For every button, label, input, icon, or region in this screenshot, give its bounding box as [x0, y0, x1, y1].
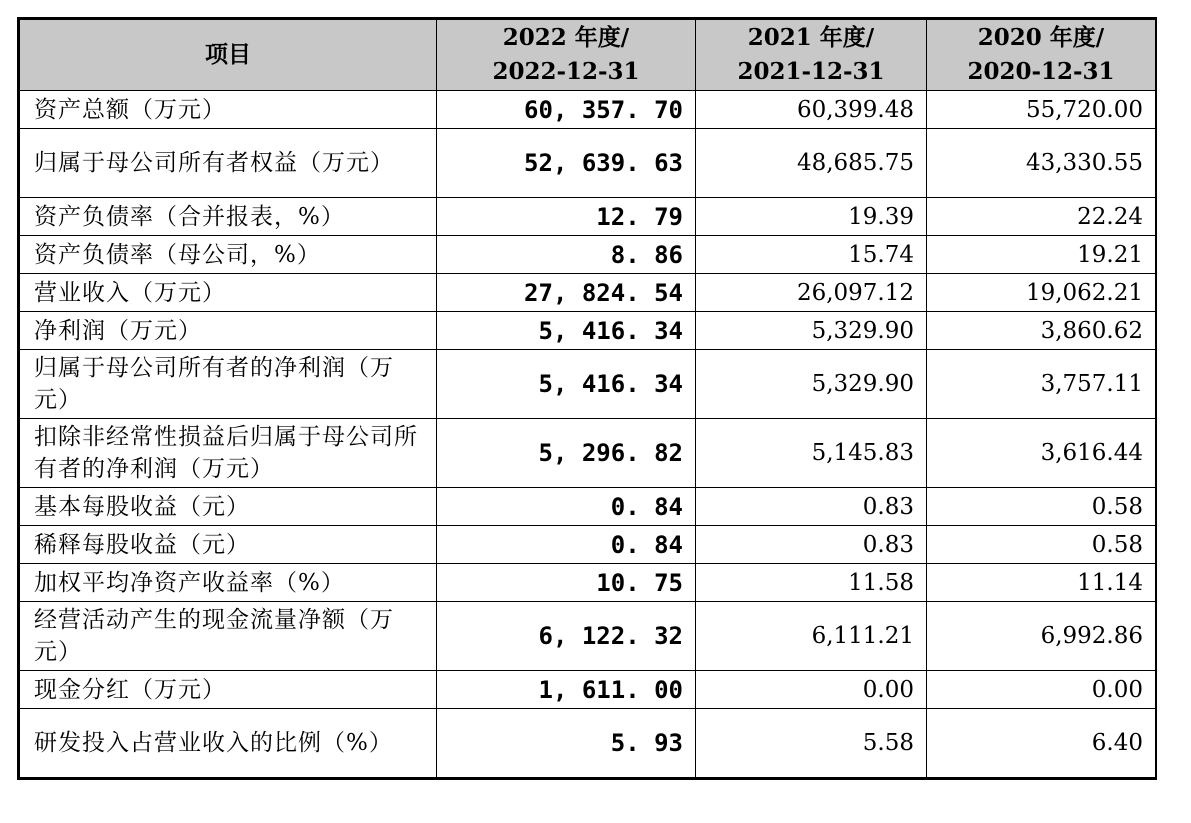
row-label: 研发投入占营业收入的比例（%）	[20, 709, 437, 778]
value-2022: 12. 79	[437, 198, 696, 236]
header-2022	[437, 20, 696, 91]
value-2022: 60, 357. 70	[437, 91, 696, 129]
header-item: 项目	[20, 20, 437, 91]
value-2022: 0. 84	[437, 526, 696, 564]
value-2021: 5,329.90	[696, 350, 927, 419]
table-row	[20, 312, 1156, 350]
row-label: 资产负债率（合并报表，%）	[20, 198, 437, 236]
table-row	[20, 91, 1156, 129]
row-label: 经营活动产生的现金流量净额（万元）	[20, 602, 437, 671]
table-row	[20, 564, 1156, 602]
header-2022-date: 2022-12-31	[492, 58, 640, 85]
value-2021: 26,097.12	[696, 274, 927, 312]
row-label: 营业收入（万元）	[20, 274, 437, 312]
value-2020: 22.24	[927, 198, 1156, 236]
value-2022: 52, 639. 63	[437, 129, 696, 198]
value-2021: 5,145.83	[696, 419, 927, 488]
value-2021: 0.83	[696, 488, 927, 526]
value-2020: 19,062.21	[927, 274, 1156, 312]
value-2022: 27, 824. 54	[437, 274, 696, 312]
value-2020: 43,330.55	[927, 129, 1156, 198]
table-header-row	[20, 20, 1156, 91]
table-row	[20, 198, 1156, 236]
header-2021-date: 2021-12-31	[737, 58, 885, 85]
value-2022: 5. 93	[437, 709, 696, 778]
table-row	[20, 526, 1156, 564]
value-2020: 55,720.00	[927, 91, 1156, 129]
value-2020: 0.58	[927, 526, 1156, 564]
value-2021: 0.83	[696, 526, 927, 564]
table-row	[20, 419, 1156, 488]
row-label: 稀释每股收益（元）	[20, 526, 437, 564]
row-label: 现金分红（万元）	[20, 671, 437, 709]
table-row	[20, 709, 1156, 778]
value-2021: 11.58	[696, 564, 927, 602]
value-2022: 5, 416. 34	[437, 312, 696, 350]
value-2022: 6, 122. 32	[437, 602, 696, 671]
value-2020: 6,992.86	[927, 602, 1156, 671]
value-2020: 0.00	[927, 671, 1156, 709]
row-label: 资产负债率（母公司，%）	[20, 236, 437, 274]
header-2020	[927, 20, 1156, 91]
value-2021: 19.39	[696, 198, 927, 236]
value-2020: 3,757.11	[927, 350, 1156, 419]
table-row	[20, 350, 1156, 419]
value-2022: 5, 296. 82	[437, 419, 696, 488]
value-2021: 48,685.75	[696, 129, 927, 198]
value-2022: 5, 416. 34	[437, 350, 696, 419]
value-2021: 0.00	[696, 671, 927, 709]
value-2020: 0.58	[927, 488, 1156, 526]
table-row	[20, 488, 1156, 526]
header-2020-year: 2020 年度/	[977, 24, 1105, 51]
value-2022: 10. 75	[437, 564, 696, 602]
row-label: 基本每股收益（元）	[20, 488, 437, 526]
value-2022: 8. 86	[437, 236, 696, 274]
value-2020: 11.14	[927, 564, 1156, 602]
row-label: 归属于母公司所有者权益（万元）	[20, 129, 437, 198]
value-2021: 6,111.21	[696, 602, 927, 671]
value-2020: 3,860.62	[927, 312, 1156, 350]
table-row	[20, 602, 1156, 671]
table-row	[20, 671, 1156, 709]
value-2022: 1, 611. 00	[437, 671, 696, 709]
header-2020-date: 2020-12-31	[967, 58, 1115, 85]
table-row	[20, 129, 1156, 198]
financial-summary-table-frame	[17, 17, 1157, 780]
value-2022: 0. 84	[437, 488, 696, 526]
value-2021: 15.74	[696, 236, 927, 274]
row-label: 归属于母公司所有者的净利润（万元）	[20, 350, 437, 419]
row-label: 资产总额（万元）	[20, 91, 437, 129]
value-2020: 19.21	[927, 236, 1156, 274]
header-2021-year: 2021 年度/	[747, 24, 875, 51]
row-label: 加权平均净资产收益率（%）	[20, 564, 437, 602]
value-2021: 5,329.90	[696, 312, 927, 350]
header-2022-year: 2022 年度/	[502, 24, 630, 51]
value-2021: 5.58	[696, 709, 927, 778]
value-2020: 6.40	[927, 709, 1156, 778]
table-row	[20, 236, 1156, 274]
table-row	[20, 274, 1156, 312]
value-2020: 3,616.44	[927, 419, 1156, 488]
header-2021	[696, 20, 927, 91]
row-label: 扣除非经常性损益后归属于母公司所有者的净利润（万元）	[20, 419, 437, 488]
row-label: 净利润（万元）	[20, 312, 437, 350]
value-2021: 60,399.48	[696, 91, 927, 129]
financial-summary-table	[19, 19, 1156, 778]
